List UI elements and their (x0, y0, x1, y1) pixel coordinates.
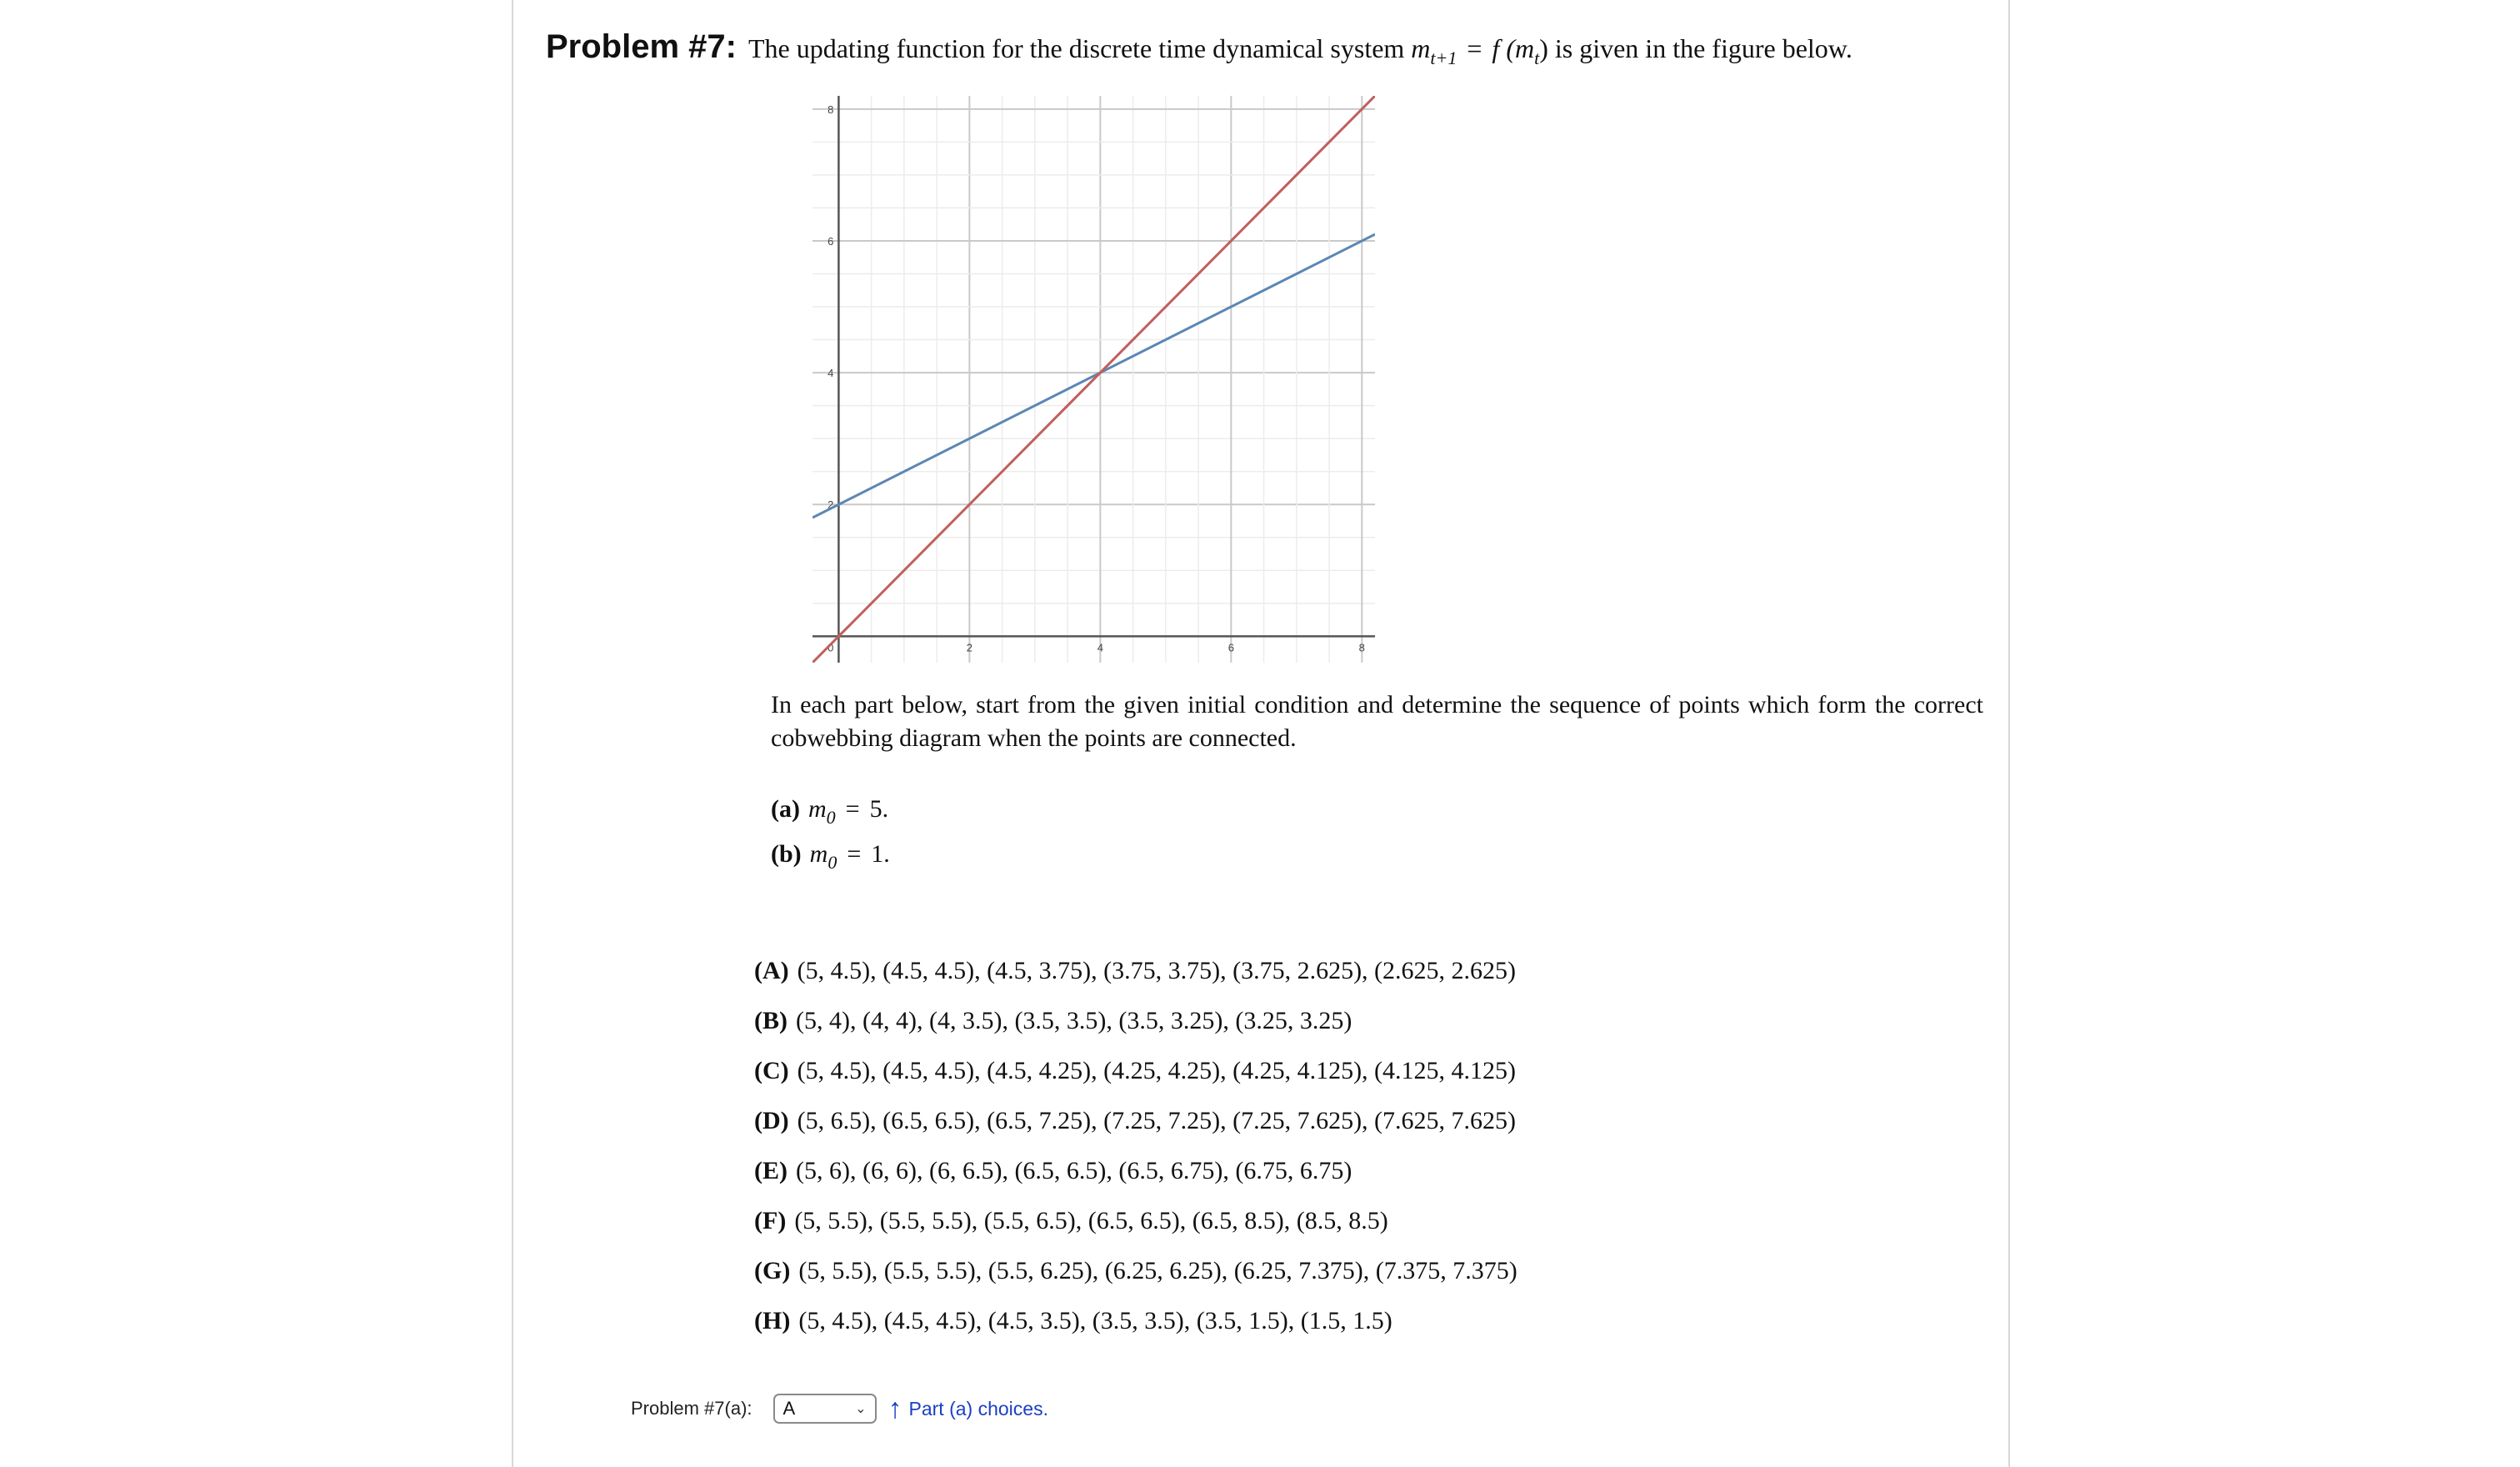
problem-statement (748, 33, 1852, 68)
problem-label: Problem #7: (546, 28, 737, 65)
page-border-right (2008, 0, 2010, 1467)
choice-text: (5, 4), (4, 4), (4, 3.5), (3.5, 3.5), (3.5, 3.25), (3.25, 3.25) (796, 1007, 1352, 1034)
part-b-value: 1. (871, 840, 890, 868)
choice-c (754, 1052, 1518, 1102)
choice-text: (5, 6), (6, 6), (6, 6.5), (6.5, 6.5), (6.5, 6.75), (6.75, 6.75) (796, 1157, 1352, 1184)
problem-header (546, 28, 1852, 66)
updating-function-figure (812, 96, 1375, 663)
part-b (771, 840, 890, 873)
part-b-eq: = (847, 840, 862, 868)
chevron-down-icon: ⌄ (855, 1402, 867, 1416)
series-updating-function-line (812, 234, 1375, 518)
choice-text: (5, 5.5), (5.5, 5.5), (5.5, 6.5), (6.5, 6.5), (6.5, 8.5), (8.5, 8.5) (794, 1207, 1388, 1234)
choice-text: (5, 5.5), (5.5, 5.5), (5.5, 6.25), (6.25, 6.25), (6.25, 7.375), (7.375, 7.375) (798, 1257, 1518, 1284)
part-a (771, 795, 889, 828)
x-tick-label: 6 (1228, 641, 1234, 654)
choice-label: (F) (754, 1207, 787, 1234)
math-sub-t: t (1534, 48, 1540, 68)
part-b-label: (b) (771, 840, 802, 868)
x-tick-label: 4 (1097, 641, 1103, 654)
choice-text: (5, 4.5), (4.5, 4.5), (4.5, 3.75), (3.75, 3.75), (3.75, 2.625), (2.625, 2.625) (797, 957, 1517, 984)
choice-a (754, 952, 1518, 1002)
origin-label: 0 (828, 641, 834, 654)
choice-text: (5, 4.5), (4.5, 4.5), (4.5, 4.25), (4.25, 4.25), (4.25, 4.125), (4.125, 4.125) (797, 1057, 1517, 1084)
part-a-sub: 0 (826, 807, 836, 828)
part-b-sub: 0 (828, 852, 838, 873)
series-diagonal-line (812, 96, 1375, 663)
choice-label: (G) (754, 1257, 791, 1284)
answer-select[interactable] (773, 1394, 877, 1424)
page-border-left (512, 0, 513, 1467)
y-tick-label: 8 (828, 103, 834, 116)
answer-choices-list (754, 952, 1518, 1352)
math-equals: = (1467, 33, 1482, 63)
choice-label: (D) (754, 1107, 789, 1134)
updating-function-chart (812, 96, 1375, 663)
up-arrow-icon: ↑ (888, 1393, 902, 1424)
part-a-label: (a) (771, 795, 800, 823)
choice-label: (A) (754, 957, 789, 984)
part-a-eq: = (845, 795, 860, 823)
choice-e (754, 1152, 1518, 1202)
part-b-var: m (809, 840, 828, 868)
choice-d (754, 1102, 1518, 1152)
choice-label: (H) (754, 1307, 791, 1334)
choice-label: (B) (754, 1007, 788, 1034)
y-tick-label: 4 (828, 367, 834, 380)
statement-pre: The updating function for the discrete time dynamical system (748, 33, 1405, 63)
intro-text: In each part below, start from the given initial condition and determine the sequence of points which form the correct cobwebbing diagram when the points are connected. (771, 691, 1983, 752)
choice-label: (E) (754, 1157, 788, 1184)
math-var-m: m (1411, 33, 1431, 63)
math-sub-next: t+1 (1430, 48, 1458, 68)
y-tick-label: 6 (828, 234, 834, 248)
choice-label: (C) (754, 1057, 789, 1084)
answer-label: Problem #7(a): (631, 1398, 752, 1419)
part-a-var: m (808, 795, 827, 823)
part-a-value: 5. (869, 795, 889, 823)
choice-text: (5, 4.5), (4.5, 4.5), (4.5, 3.5), (3.5, 3.5), (3.5, 1.5), (1.5, 1.5) (798, 1307, 1392, 1334)
part-a-choices-hint: Part (a) choices. (908, 1397, 1048, 1419)
choice-b (754, 1002, 1518, 1052)
answer-row (631, 1392, 1048, 1425)
math-func-close: ) (1539, 33, 1548, 63)
statement-post: is given in the figure below. (1554, 33, 1852, 63)
answer-select-value: A (782, 1398, 796, 1419)
choice-text: (5, 6.5), (6.5, 6.5), (6.5, 7.25), (7.25, 7.25), (7.25, 7.625), (7.625, 7.625) (797, 1107, 1517, 1134)
choice-f (754, 1202, 1518, 1252)
choice-g (754, 1252, 1518, 1302)
x-tick-label: 8 (1358, 641, 1365, 654)
y-tick-label: 2 (828, 498, 834, 512)
x-tick-label: 2 (966, 641, 972, 654)
math-func: f (m (1492, 33, 1535, 63)
choice-h (754, 1302, 1518, 1352)
